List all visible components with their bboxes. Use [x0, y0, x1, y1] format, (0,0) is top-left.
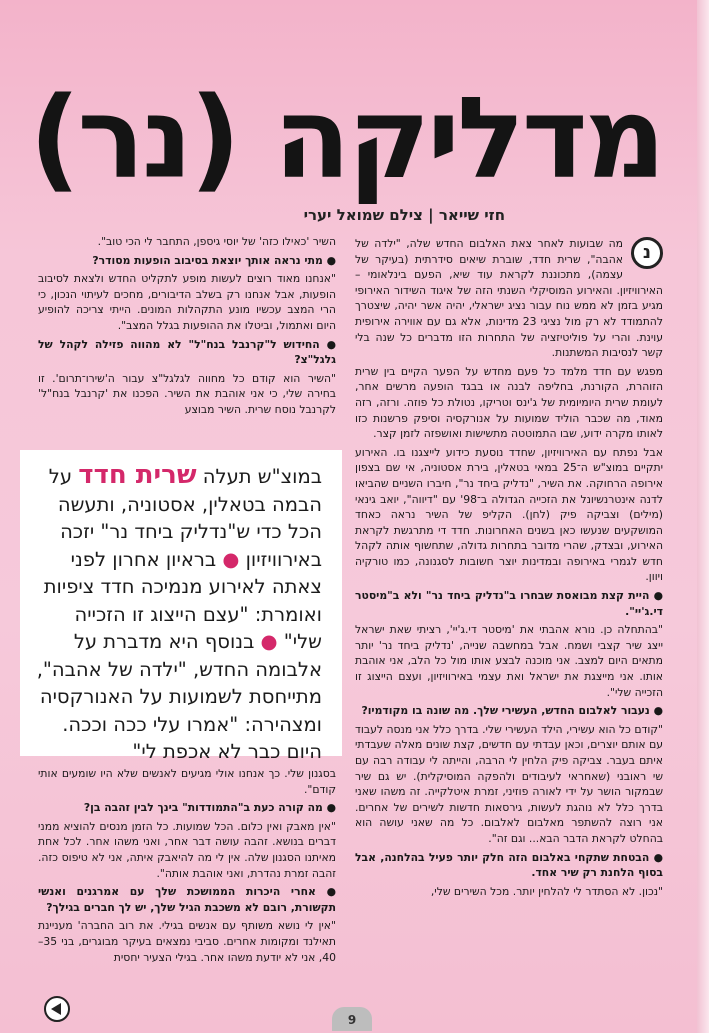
- page-number: 9: [332, 1007, 372, 1031]
- paragraph: בסגנון שלי. כך אנחנו אולי מגיעים לאנשים שלא היו שומעים אותי קודם".: [38, 767, 336, 796]
- paragraph: השיר 'כאילו כזה' של יוסי גיספן, התחבר לי הכי טוב".: [97, 235, 336, 248]
- dropcap: נ: [631, 237, 663, 269]
- interview-question: ● נעבור לאלבום החדש, העשירי שלך. מה שונה בו מקודמיו?: [361, 704, 663, 718]
- interview-question: ● היית קצת מבואסת שבחרו ב"נדליק ביחד נר" ולא ב"מיסטר די.ג'יי".: [355, 589, 663, 618]
- right-column-body: [355, 236, 663, 899]
- paragraph: "נכון. לא הסתדר לי להלחין יותר. מכל השירים שלי,: [430, 884, 663, 898]
- interview-question: ● הבטחת שתקחי באלבום הזה חלק יותר פעיל בהלחנה, אבל בסוף הלחנת רק שיר אחד.: [355, 850, 663, 880]
- bullet-icon: ●: [222, 547, 240, 571]
- interview-question: ● מתי נראה אותך יוצאת בסיבוב הופעות מסודר?: [92, 253, 336, 267]
- paragraph: "אין מאבק ואין כלום. הכל שמועות. כל הזמן מנסים להוציא ממני דברים בנושא. זהבה עושה דבר אחר, ואני משהו אחר. לכל אחת מאיתנו הסגנון שלה. אין לי מה להיאבק איתה, אני לא טיפוס כזה. זהבה זמרת נהדרת, ואני אוהבת אותה".: [38, 819, 336, 880]
- pull-quote-lead: במוצ"ש תעלה: [202, 465, 322, 488]
- paragraph: "בהתחלה כן. נורא אהבתי את 'מיסטר די.ג'יי', רציתי שאת ישראל ייצג שיר קצבי ושמח. אבל במחשבה שנייה, 'נדליק ביחד נר' יותר מתאים היום למצב. אני מוכנה לבצע אותו מול כל הלב, אני אוהבת אותו. אני מייצגת את ישראל ואת עצמי באירוויזיון, ועצם הייצוג זו הזכייה שלי".: [355, 623, 663, 699]
- pull-quote-part2: בראיון אחרון לפני צאתה לאירוע מנמיכה חדד ציפיות ואומרת: "עצם הייצוג זו הזכייה שלי": [43, 547, 322, 653]
- paragraph: "קודם כל הוא עשירי, הילד העשירי שלי. בדרך כלל אני מנסה לעבוד עם אותם יוצרים, וכאן עבדתי עם חדשים, קצת שונים מאלה שעבדתי איתם בעבר. צביקה פיק הלחין לי הרבה, והייתה לי עבודה רבה עם שי ראובני (שאחראי לעיבודים ולהפקה המוסיקלית). יש גם שיר שבמקור הושר על ידי לאורה פוזיני, זמרת איטלקייה. זה משהו שאני בדרך כלל לא נוהגת לעשות, גירסאות חדשות לשירים של אחרים. אני רוצה להשתפר מאלבום לאלבום. כל מה שאני עושה הוא בהחלט לקראת הדבר הבא... וגם זה".: [355, 722, 663, 845]
- left-column-top: [38, 234, 336, 442]
- page-edge: [697, 0, 709, 1033]
- arrow-left-icon: [44, 996, 70, 1022]
- interview-question: ● החידוש ל"קרנבל בנח"ל" לא מהווה פזילה לקהל של גלגל"צ?: [38, 337, 336, 367]
- bullet-icon: ●: [260, 630, 278, 653]
- paragraph: "השיר הוא קודם כל מחווה לגלגל"צ עבור ה'שירו־תרום'. זו בחירה שלי, כי אני אוהבת את השיר. הפכנו את 'קרנבל בנח"ל' לקרנבל נוסח שרית. השיר מבוצע: [38, 371, 336, 416]
- pull-quote-name: שרית חדד: [78, 460, 197, 490]
- paragraph: אבל נפתח עם האירוויזיון, שחדד נוסעת כידוע לייצגנו בו. האירוע יתקיים במוצ"ש ה־25 במאי בטאלין, בירת אסטוניה, אי שם בצפון אירופה הרחוקה. את השיר, "נדליק ביחד נר", חיברו השניים שהביאו לדנה אינטרנשיונל את הזכייה הגדולה ב־98' עם "דיווה", יואב גינאי (מילים) וצביקה פיק (לחן). הקליפ של השיר נראה כאחד המושקעים שנעשו כאן בשנים האחרונות. חדד די מתרגשת לקראת האירוע, ובצדק, שהרי מדובר בתחרות גדולה, שתחשוף אותה לקהל חדש לגמרי באירופה ובמדינות יוצר חשובות לסגנונה, כמו טורקיה ויוון.: [355, 445, 663, 584]
- pull-quote-part1: על הבמה בטאלין, אסטוניה, ותעשה הכל כדי ש"נדליק ביחד נר" יזכה באירוויזיון: [48, 465, 322, 571]
- interview-question: ● מה קורה כעת ב"התמודדות" בינך לבין זהבה בן?: [83, 801, 336, 815]
- paragraph: מפגש עם חדד מלמד כל פעם מחדש על הפער הקיים בין שרית הזוהרת, הקורנת, בחליפה לבנה או בבגד הופעה מרשים אחר, לעומת שרית היומיומית של ג'ינס וטריקו, נטולת כל פוזה. ורזה, רזה מאוד, מה שכבר הוליד שמועות על אנורקסיה וסיפק פרשנות כזו לאותו מקרה ידוע, שבו התמוטטה מתשישות ואושפזה לזמן קצר.: [355, 364, 663, 441]
- pull-quote-box: [20, 450, 342, 763]
- paragraph: "אין לי נושא משותף עם אנשים בגילי. את רוב החברה' מעניינת תאילנד ומקומות אחרים. סביבי נמצאים בעיקר מבוגרים, בני 35–40, אני לא יודעת משהו אחר. בגילי הצעיר יחסית: [38, 919, 336, 964]
- pull-quote-text: [34, 462, 322, 766]
- interview-question: ● אחרי היכרות הממושכת שלך עם אמרגנים ואנשי תקשורת, רובם לא משכבת הגיל שלך, יש לך חברים בגילך?: [38, 885, 336, 914]
- paragraph: "אנחנו מאוד רוצים לעשות מופע לתקליט החדש ולצאת לסיבוב הופעות, אבל אנחנו רק בשלב הדיבורים, מחכים לעיתוי הנכון, כי הרי המצב עכשיו מונע התקהלות המונים. הייתי צריכה להופיע היום ואתמול, וביטלו את ההופעות בגלל המצב".: [38, 272, 336, 332]
- right-column: [355, 236, 663, 1026]
- left-column-bottom: [38, 766, 336, 1022]
- byline: חזי שייאר | צילם שמואל יערי: [303, 206, 505, 224]
- pull-quote-part3: בנוסף היא מדברת על אלבומה החדש, "ילדה של אהבה", מתייחסת לשמועות על האנורקסיה ומצהירה: "אמרו עלי ככה וככה. היום כבר לא אכפת לי": [36, 630, 322, 763]
- paragraph: מה שבועות לאחר צאת האלבום החדש שלה, "ילדה של אהבה", שרית חדד, שוברת שיאים סידרתית (בעיקר של עצמה), מתכוננת לקראת עוד שיא, הפעם בינלאומי – האירוויזיון. והאירוע המוסיקלי השנתי הזה של איגוד השידור האירופי מגיע בזמן לא ממש נוח עבור נציג ישראלי, יהיה אשר יהיה, שיצטרך להתמודד לא רק מול נציגי 23 מדינות, אלא גם עם אווירה אירופית עוינת. והרי על פוליטיזציה של התחרות הזו מדברים כל שנה בלי קשר לנסיבות המשתנות.: [355, 237, 663, 360]
- article-title: מדליקה (נר): [29, 74, 663, 204]
